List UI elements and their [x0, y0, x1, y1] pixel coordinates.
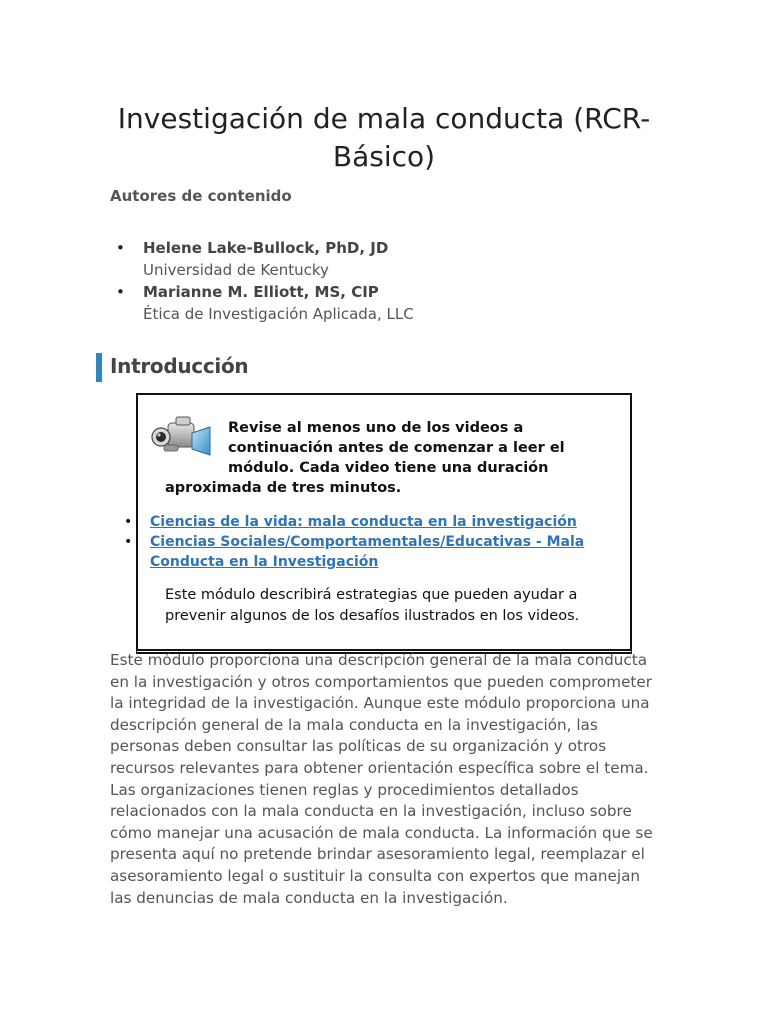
author-item — [110, 281, 670, 325]
author-name: Marianne M. Elliott, MS, CIP — [143, 283, 379, 301]
video-link-social-sciences[interactable]: Ciencias Sociales/Comportamentales/Educativas - Mala Conducta en la Investigación — [150, 534, 585, 570]
bullet-icon: • — [116, 283, 125, 301]
page-title: Investigación de mala conducta (RCR-Básico) — [117, 102, 651, 173]
bullet-icon: • — [124, 534, 133, 550]
authors-heading: Autores de contenido — [110, 187, 292, 205]
bullet-icon: • — [124, 514, 133, 530]
intro-paragraph: Este módulo proporciona una descripción general de la mala conducta en la investigación y otros comportamientos que pueden comprometer la integridad de la investigación. Aunque este módulo proporciona una descripción general de la mala conducta en la investigación, las personas deben consultar las políticas de su organización y otros recursos relevantes para obtener orientación específica sobre el tema. Las organizaciones tienen reglas y procedimientos detallados relacionados con la mala conducta en la investigación, incluso sobre cómo manejar una acusación de mala conducta. La información que se presenta aquí no pretende brindar asesoramiento legal, reemplazar el asesoramiento legal o sustituir la consulta con expertos que manejan las denuncias de mala conducta en la investigación. — [110, 651, 653, 907]
list-item — [124, 512, 618, 532]
author-affiliation: Universidad de Kentucky — [143, 261, 329, 279]
video-note: Este módulo describirá estrategias que pueden ayudar a prevenir algunos de los desafíos ilustrados en los videos. — [165, 587, 580, 624]
video-callout-box — [124, 393, 632, 651]
section-accent-bar — [96, 353, 102, 382]
video-link-life-sciences[interactable]: Ciencias de la vida: mala conducta en la investigación — [150, 514, 577, 530]
authors-list — [110, 237, 670, 325]
video-instructions-end: aproximada de tres minutos. — [165, 480, 402, 496]
bullet-icon: • — [116, 239, 125, 257]
video-camera-icon — [150, 415, 212, 463]
author-name: Helene Lake-Bullock, PhD, JD — [143, 239, 389, 257]
author-affiliation: Ética de Investigación Aplicada, LLC — [143, 305, 414, 323]
section-heading: Introducción — [110, 354, 249, 378]
list-item — [124, 532, 618, 572]
author-item — [110, 237, 670, 281]
video-instructions: Revise al menos uno de los videos a continuación antes de comenzar a leer el módulo. Cada video tiene una duración — [228, 420, 565, 476]
video-links-list — [124, 512, 618, 572]
